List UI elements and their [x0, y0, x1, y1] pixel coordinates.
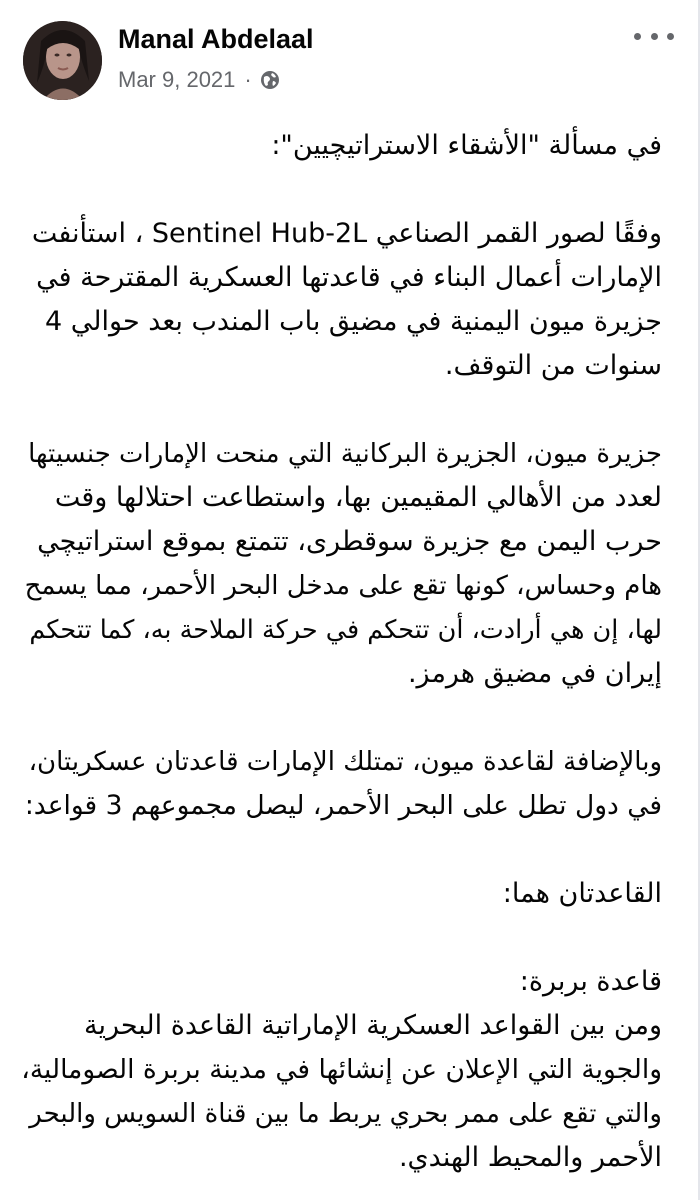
text-line: قاعدة بربرة:	[519, 966, 662, 997]
post-paragraph	[20, 432, 662, 696]
paragraph-gap	[20, 168, 662, 212]
more-options-icon[interactable]	[634, 28, 674, 44]
author-name[interactable]: Manal Abdelaal	[118, 24, 314, 54]
more-dot	[667, 33, 674, 40]
post-paragraph	[20, 740, 662, 828]
text-line: في دول تطل على البحر الأحمر، ليصل مجموعهم 3 قواعد:	[24, 790, 662, 821]
text-line: في مسألة "الأشقاء الاستراتيچيين":	[271, 130, 662, 161]
text-line: سنوات من التوقف.	[444, 350, 662, 381]
post-paragraph	[20, 872, 662, 916]
text-line: إيران في مضيق هرمز.	[407, 658, 662, 689]
text-line: هام وحساس، كونها تقع على مدخل البحر الأحمر، مما يسمح	[24, 571, 662, 601]
text-line: جزيرة ميون اليمنية في مضيق باب المندب بعد حوالي 4	[45, 306, 662, 337]
text-line: الأحمر والمحيط الهندي.	[398, 1142, 662, 1173]
more-dot	[651, 33, 658, 40]
text-line: والتي تقع على ممر بحري يربط ما بين قناة السويس والبحر	[29, 1099, 662, 1129]
text-line: حرب اليمن مع جزيرة سوقطرى، تتمتع بموقع استراتيچي	[37, 526, 662, 557]
post-date[interactable]: Mar 9, 2021	[118, 67, 236, 92]
paragraph-gap	[20, 388, 662, 432]
meta-separator: ·	[244, 67, 252, 92]
post-text	[20, 124, 662, 1180]
post-paragraph	[20, 124, 662, 168]
text-line: وفقًا لصور القمر الصناعي Sentinel Hub-2L ، استأنفت	[31, 218, 662, 249]
paragraph-gap	[20, 696, 662, 740]
text-line: جزيرة ميون، الجزيرة البركانية التي منحت الإمارات جنسيتها	[28, 439, 662, 469]
paragraph-gap	[20, 828, 662, 872]
text-line: الإمارات أعمال البناء في قاعدتها العسكرية المقترحة في	[36, 262, 662, 293]
avatar-photo	[23, 21, 102, 100]
post-paragraph	[20, 960, 662, 1180]
text-line: والجوية التي الإعلان عن إنشائها في مدينة بربرة الصومالية،	[21, 1054, 662, 1085]
text-line: القاعدتان هما:	[502, 878, 662, 909]
text-line: ومن بين القواعد العسكرية الإماراتية القاعدة البحرية	[83, 1010, 662, 1041]
text-line: وبالإضافة لقاعدة ميون، تمتلك الإمارات قاعدتان عسكريتان،	[28, 747, 662, 777]
author-avatar[interactable]	[23, 21, 102, 100]
post-meta	[118, 66, 280, 94]
paragraph-gap	[20, 916, 662, 960]
post-paragraph	[20, 212, 662, 388]
text-line: لعدد من الأهالي المقيمين بها، واستطاعت احتلالها وقت	[54, 482, 662, 513]
globe-icon[interactable]	[260, 70, 280, 90]
post-header	[0, 0, 700, 110]
text-line: لها، إن هي أرادت، أن تتحكم في حركة الملاحة به، كما تتحكم	[29, 615, 662, 645]
more-dot	[634, 33, 641, 40]
